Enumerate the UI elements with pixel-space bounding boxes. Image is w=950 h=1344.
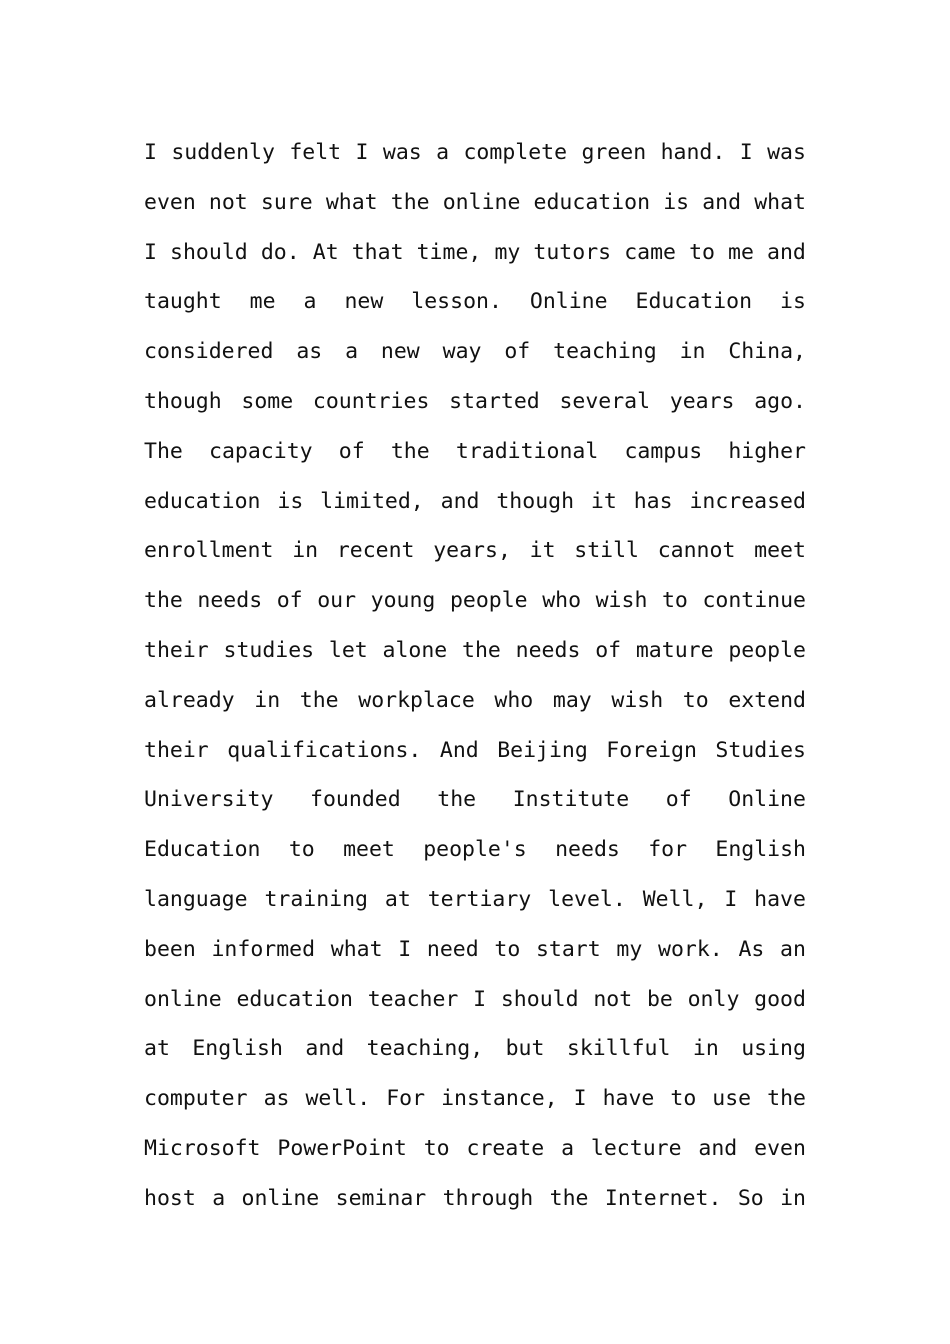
word: though xyxy=(496,488,575,514)
word: years, xyxy=(433,538,511,564)
word: Microsoft xyxy=(144,1135,261,1161)
word: tertiary xyxy=(427,886,532,912)
word: only xyxy=(687,986,740,1012)
word: has xyxy=(633,488,673,514)
text-line xyxy=(144,1174,806,1224)
word: the xyxy=(767,1086,806,1112)
word: at xyxy=(384,886,411,912)
word: founded xyxy=(310,787,401,813)
word: the xyxy=(390,189,430,215)
word: me xyxy=(249,289,276,315)
word: taught xyxy=(144,289,222,315)
word: For xyxy=(386,1086,426,1112)
word: qualifications. xyxy=(227,737,422,763)
word: a xyxy=(212,1185,226,1211)
word: even xyxy=(754,1135,806,1161)
word: to xyxy=(689,239,715,265)
word: studies xyxy=(223,637,315,663)
word: been xyxy=(144,936,196,962)
word: level. xyxy=(548,886,626,912)
word: needs xyxy=(515,637,581,663)
word: it xyxy=(590,488,617,514)
word: in xyxy=(254,687,281,713)
word: it xyxy=(529,538,556,564)
word: recent xyxy=(336,538,415,564)
word: Institute xyxy=(512,787,630,813)
word: in xyxy=(679,339,706,365)
word: the xyxy=(299,687,339,713)
word: language xyxy=(144,886,248,912)
word: lesson. xyxy=(411,289,502,315)
word: new xyxy=(380,339,420,365)
word: teaching xyxy=(553,339,657,365)
word: increased xyxy=(689,488,806,514)
word: cannot xyxy=(657,538,736,564)
text-line xyxy=(144,228,806,278)
word: education xyxy=(533,189,651,215)
word: good xyxy=(754,986,806,1012)
word: campus xyxy=(624,438,703,464)
word: Education xyxy=(144,837,261,863)
word: me xyxy=(728,239,754,265)
word: of xyxy=(665,787,692,813)
word: enrollment xyxy=(144,538,274,564)
word: I xyxy=(144,140,157,165)
word: training xyxy=(264,886,369,912)
word: to xyxy=(423,1135,450,1161)
text-line xyxy=(144,377,806,427)
word: online xyxy=(442,189,521,215)
word: should xyxy=(500,986,579,1012)
text-line xyxy=(144,1024,806,1074)
word: considered xyxy=(144,339,274,365)
word: English xyxy=(715,837,806,863)
word: teaching, xyxy=(366,1036,484,1062)
word: in xyxy=(292,538,319,564)
word: green xyxy=(581,140,647,165)
word: young xyxy=(370,588,436,614)
word: instance, xyxy=(441,1086,558,1112)
word: Online xyxy=(728,787,806,813)
word: University xyxy=(144,787,274,813)
word: countries xyxy=(312,388,430,414)
word: and xyxy=(702,189,742,215)
word: to xyxy=(682,687,709,713)
word: and xyxy=(440,488,480,514)
word: was xyxy=(767,140,806,165)
word: I xyxy=(355,140,369,165)
word: higher xyxy=(728,438,806,464)
text-line xyxy=(144,277,806,327)
word: create xyxy=(466,1135,545,1161)
word: my xyxy=(494,239,521,265)
word: Well, xyxy=(642,886,708,912)
word: Studies xyxy=(715,737,806,763)
word: the xyxy=(390,438,430,464)
word: ago. xyxy=(754,388,806,414)
word: as xyxy=(296,339,323,365)
text-line xyxy=(144,975,806,1025)
word: people xyxy=(728,637,806,663)
word: a xyxy=(345,339,359,365)
word: computer xyxy=(144,1086,248,1112)
word: what xyxy=(330,936,383,962)
word: Online xyxy=(529,289,608,315)
word: education xyxy=(144,488,261,514)
word: that xyxy=(351,239,404,265)
word: extend xyxy=(728,687,806,713)
word: I xyxy=(144,239,157,265)
text-line xyxy=(144,1124,806,1174)
word: Beijing xyxy=(497,737,588,763)
word: hand. xyxy=(660,140,726,165)
word: online xyxy=(144,986,222,1012)
word: meet xyxy=(343,837,395,863)
word: but xyxy=(505,1036,545,1062)
word: suddenly xyxy=(171,140,275,165)
word: start xyxy=(535,936,601,962)
word: our xyxy=(317,588,357,614)
text-line xyxy=(144,775,806,825)
text-line xyxy=(144,526,806,576)
word: their xyxy=(144,637,209,663)
word: is xyxy=(663,189,690,215)
word: mature xyxy=(635,637,714,663)
text-line xyxy=(144,626,806,676)
word: at xyxy=(144,1036,170,1062)
word: as xyxy=(263,1086,290,1112)
word: my xyxy=(616,936,643,962)
word: to xyxy=(661,588,688,614)
word: well. xyxy=(305,1086,371,1112)
word: in xyxy=(692,1036,719,1062)
word: be xyxy=(646,986,673,1012)
word: several xyxy=(559,388,651,414)
word: for xyxy=(648,837,688,863)
word: may xyxy=(552,687,592,713)
text-line xyxy=(144,875,806,925)
word: the xyxy=(462,637,501,663)
word: I xyxy=(739,140,753,165)
word: of xyxy=(504,339,531,365)
word: an xyxy=(780,936,806,962)
word: is xyxy=(277,488,304,514)
word: skillful xyxy=(566,1036,671,1062)
word: was xyxy=(382,140,422,165)
word: to xyxy=(288,837,315,863)
word: through xyxy=(442,1185,534,1211)
word: have xyxy=(602,1086,655,1112)
word: workplace xyxy=(358,687,475,713)
word: of xyxy=(595,637,622,663)
word: tutors xyxy=(533,239,612,265)
word: already xyxy=(144,687,235,713)
word: and xyxy=(698,1135,738,1161)
word: a xyxy=(303,289,317,315)
word: a xyxy=(561,1135,575,1161)
text-line xyxy=(144,128,806,178)
word: The xyxy=(144,438,183,464)
word: wish xyxy=(595,588,648,614)
word: complete xyxy=(463,140,568,165)
word: I xyxy=(473,986,487,1012)
text-line xyxy=(144,327,806,377)
word: of xyxy=(338,438,365,464)
text-line xyxy=(144,676,806,726)
word: meet xyxy=(754,538,806,564)
text-line xyxy=(144,825,806,875)
word: the xyxy=(437,787,477,813)
word: informed xyxy=(211,936,316,962)
word: have xyxy=(754,886,806,912)
text-line xyxy=(144,427,806,477)
word: do. xyxy=(260,239,300,265)
word: a xyxy=(436,140,450,165)
word: PowerPoint xyxy=(277,1135,407,1161)
word: of xyxy=(276,588,303,614)
word: who xyxy=(542,588,582,614)
word: I xyxy=(573,1086,587,1112)
word: to xyxy=(494,936,521,962)
word: who xyxy=(494,687,534,713)
word: let xyxy=(328,637,368,663)
word: not xyxy=(593,986,633,1012)
word: seminar xyxy=(335,1185,427,1211)
word: Education xyxy=(635,289,753,315)
word: And xyxy=(439,737,479,763)
word: limited, xyxy=(320,488,424,514)
word: new xyxy=(344,289,384,315)
word: I xyxy=(724,886,738,912)
word: work. xyxy=(658,936,723,962)
word: sure xyxy=(260,189,313,215)
word: people's xyxy=(423,837,527,863)
word: way xyxy=(442,339,482,365)
word: what xyxy=(325,189,378,215)
text-line xyxy=(144,726,806,776)
word: and xyxy=(767,239,806,265)
word: needs xyxy=(197,588,263,614)
word: So xyxy=(737,1185,764,1211)
word: continue xyxy=(702,588,806,614)
body-paragraph xyxy=(144,128,806,1224)
word: China, xyxy=(728,339,806,365)
word: people xyxy=(449,588,528,614)
text-line xyxy=(144,477,806,527)
word: felt xyxy=(289,140,342,165)
word: As xyxy=(738,936,765,962)
word: lecture xyxy=(590,1135,682,1161)
word: education xyxy=(236,986,353,1012)
word: I xyxy=(398,936,412,962)
word: is xyxy=(780,289,806,315)
word: to xyxy=(670,1086,697,1112)
word: At xyxy=(312,239,339,265)
word: the xyxy=(144,588,183,614)
word: using xyxy=(741,1036,806,1062)
word: host xyxy=(144,1185,196,1211)
word: use xyxy=(712,1086,752,1112)
word: still xyxy=(574,538,639,564)
word: capacity xyxy=(209,438,313,464)
word: English xyxy=(192,1036,283,1062)
word: alone xyxy=(382,637,448,663)
word: the xyxy=(549,1185,589,1211)
word: even xyxy=(144,189,196,215)
word: and xyxy=(305,1036,345,1062)
word: their xyxy=(144,737,209,763)
text-line xyxy=(144,925,806,975)
text-line xyxy=(144,1074,806,1124)
word: needs xyxy=(555,837,620,863)
word: teacher xyxy=(367,986,459,1012)
word: years xyxy=(669,388,735,414)
word: time, xyxy=(416,239,482,265)
word: should xyxy=(170,239,248,265)
word: online xyxy=(241,1185,320,1211)
word: what xyxy=(754,189,806,215)
word: came xyxy=(624,239,676,265)
word: wish xyxy=(611,687,664,713)
word: Internet. xyxy=(604,1185,722,1211)
word: in xyxy=(780,1185,806,1211)
word: need xyxy=(426,936,479,962)
word: started xyxy=(449,388,540,414)
word: Foreign xyxy=(606,737,697,763)
text-line xyxy=(144,178,806,228)
word: though xyxy=(144,388,222,414)
word: some xyxy=(241,388,294,414)
text-line xyxy=(144,576,806,626)
word: traditional xyxy=(455,438,599,464)
word: not xyxy=(208,189,248,215)
